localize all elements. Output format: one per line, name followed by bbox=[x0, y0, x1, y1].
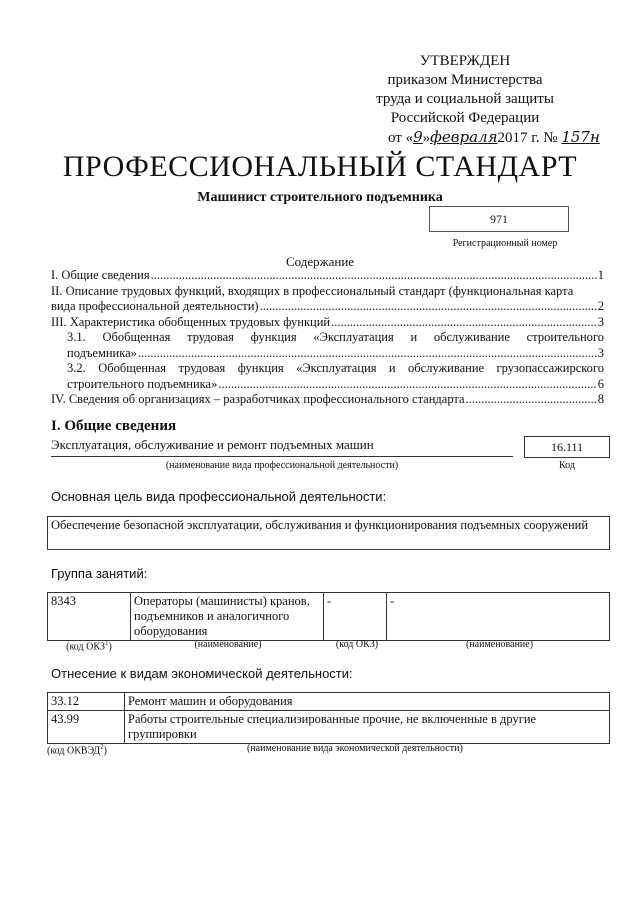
goal-text-box: Обеспечение безопасной эксплуатации, обслуживания и функционирования подъемных сооружений bbox=[47, 516, 610, 550]
okz-code-cell-2: - bbox=[324, 593, 387, 641]
caption-name: (наименование) bbox=[194, 639, 262, 650]
document-subtitle: Машинист строительного подъемника bbox=[197, 190, 443, 205]
date-month-handwritten: февраля bbox=[430, 128, 498, 146]
group-label: Группа занятий: bbox=[51, 566, 148, 581]
registration-number-box: 971 bbox=[429, 206, 569, 232]
okz-name-cell-2: - bbox=[387, 593, 610, 641]
toc-item[interactable]: подъемника» ..... 3 bbox=[51, 346, 604, 362]
approval-line-3: труда и социальной защиты bbox=[376, 91, 554, 107]
activity-name: Эксплуатация, обслуживание и ремонт подъемных машин bbox=[51, 437, 374, 452]
date-mid: » bbox=[422, 130, 431, 146]
caption-okz-code-2: (код ОКЗ) bbox=[335, 639, 379, 650]
table-row bbox=[48, 693, 610, 711]
table-of-contents bbox=[51, 268, 604, 408]
divider bbox=[51, 456, 513, 457]
toc-item-wrap-line[interactable]: 3.2. Обобщенная трудовая функция «Эксплуатация и обслуживание грузопассажирского bbox=[67, 361, 604, 375]
table-row bbox=[48, 593, 610, 641]
okved-table bbox=[47, 692, 610, 744]
date-prefix: от « bbox=[388, 130, 414, 146]
toc-item-wrap-line[interactable]: II. Описание трудовых функций, входящих в профессиональный стандарт (функциональная карта bbox=[51, 283, 574, 298]
toc-item-wrap-line[interactable]: 3.1. Обобщенная трудовая функция «Эксплуатация и обслуживание строительного bbox=[67, 330, 604, 344]
date-day-handwritten: 9 bbox=[413, 128, 423, 146]
toc-heading: Содержание bbox=[285, 254, 355, 269]
toc-item[interactable]: I. Общие сведения ..... 1 bbox=[51, 268, 604, 284]
caption-okz-code: (код ОКЗ$^1$) bbox=[66, 639, 112, 653]
okved-name-cell: Ремонт машин и оборудования bbox=[125, 693, 610, 711]
activity-name-caption: (наименование вида профессиональной деятельности) bbox=[165, 460, 399, 471]
activity-code-box: 16.111 bbox=[524, 436, 610, 458]
approval-date-line bbox=[388, 128, 600, 148]
document-title: ПРОФЕССИОНАЛЬНЫЙ СТАНДАРТ bbox=[62, 150, 578, 183]
approval-line-4: Российской Федерации bbox=[390, 110, 540, 126]
table-row bbox=[48, 711, 610, 744]
section-heading: I. Общие сведения bbox=[51, 418, 177, 434]
toc-item[interactable]: вида профессиональной деятельности) ..... 2 bbox=[51, 299, 604, 315]
toc-item[interactable]: строительного подъемника» ..... 6 bbox=[51, 377, 604, 393]
registration-number-label: Регистрационный номер bbox=[452, 238, 558, 249]
okved-name-cell: Работы строительные специализированные прочие, не включенные в другие группировки bbox=[125, 711, 610, 744]
approval-line-1: УТВЕРЖДЕН bbox=[419, 53, 511, 69]
okz-name-cell: Операторы (машинисты) кранов, подъемников и аналогичного оборудования bbox=[131, 593, 324, 641]
order-number-handwritten: 157н bbox=[561, 128, 600, 146]
group-table bbox=[47, 592, 610, 641]
caption-name-2: (наименование) bbox=[465, 639, 534, 650]
approval-line-2: приказом Министерства bbox=[387, 72, 543, 88]
date-year: 2017 г. № bbox=[497, 130, 558, 146]
okved-code-cell: 33.12 bbox=[48, 693, 125, 711]
okz-code-cell: 8343 bbox=[48, 593, 131, 641]
okved-code-cell: 43.99 bbox=[48, 711, 125, 744]
toc-item[interactable]: III. Характеристика обобщенных трудовых функций ..... 3 bbox=[51, 315, 604, 331]
caption-okved-name: (наименование вида экономической деятельности) bbox=[247, 743, 463, 754]
okved-label: Отнесение к видам экономической деятельности: bbox=[51, 666, 353, 681]
activity-code-caption: Код bbox=[559, 460, 575, 471]
approval-block bbox=[360, 52, 600, 148]
goal-label: Основная цель вида профессиональной деятельности: bbox=[51, 489, 387, 504]
toc-item[interactable]: IV. Сведения об организациях – разработчиках профессионального стандарта ..... 8 bbox=[51, 392, 604, 408]
caption-okved-code: (код ОКВЭД$^2$) bbox=[47, 743, 107, 757]
